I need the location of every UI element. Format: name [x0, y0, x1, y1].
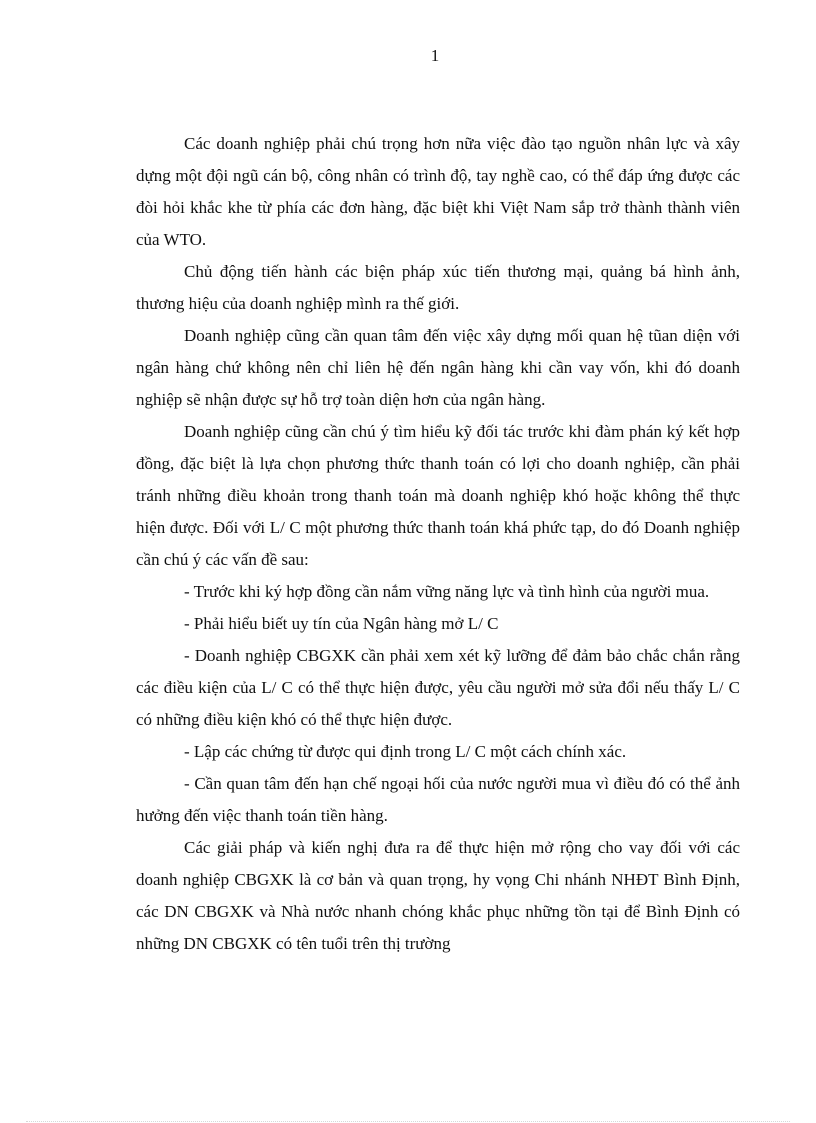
list-item-issuing-bank: - Phải hiểu biết uy tín của Ngân hàng mở L/ C	[184, 614, 499, 633]
paragraph-bank-relations: Doanh nghiệp cũng cần quan tâm đến việc xây dựng mối quan hệ tũan diện với ngân hàng chứ không nên chỉ liên hệ đến ngân hàng khi cần vay vốn, khi đó doanh nghiệp sẽ nhận được sự hỗ trợ toàn diện hơn của ngân hàng.	[136, 326, 740, 409]
paragraph-partner-research: Doanh nghiệp cũng cần chú ý tìm hiểu kỹ đối tác trước khi đàm phán ký kết hợp đồng, đặc biệt là lựa chọn phương thức thanh toán có lợi cho doanh nghiệp, cần phải tránh những điều khoản trong thanh toán mà doanh nghiệp khó hoặc không thể thực hiện được. Đối với L/ C một phương thức thanh toán khá phức tạp, do đó Doanh nghiệp cần chú ý các vấn đề sau:	[136, 422, 740, 569]
list-item-buyer-capacity: - Trước khi ký hợp đồng cần nắm vững năng lực và tình hình của người mua.	[184, 582, 710, 601]
list-item-foreign-exchange: - Cần quan tâm đến hạn chế ngoại hối của nước người mua vì điều đó có thể ảnh hưởng đến việc thanh toán tiền hàng.	[136, 774, 740, 825]
paragraph-trade-promotion: Chủ động tiến hành các biện pháp xúc tiến thương mại, quảng bá hình ảnh, thương hiệu của doanh nghiệp mình ra thế giới.	[136, 262, 740, 313]
paragraph-training: Các doanh nghiệp phải chú trọng hơn nữa việc đào tạo nguồn nhân lực và xây dựng một đội ngũ cán bộ, công nhân có trình độ, tay nghề cao, có thể đáp ứng được các đòi hỏi khắc khe từ phía các đơn hàng, đặc biệt khi Việt Nam sắp trở thành thành viên của WTO.	[136, 134, 740, 249]
list-item-documents: - Lập các chứng từ được qui định trong L/ C một cách chính xác.	[184, 742, 627, 761]
list-item-lc-conditions: - Doanh nghiệp CBGXK cần phải xem xét kỹ lưỡng để đảm bảo chắc chắn rằng các điều kiện của L/ C có thể thực hiện được, yêu cầu người mở sửa đổi nếu thấy L/ C có những điều kiện khó có thể thực hiện được.	[136, 646, 740, 729]
page-number: 1	[430, 46, 440, 65]
document-body	[136, 128, 740, 960]
paragraph-conclusion: Các giải pháp và kiến nghị đưa ra để thực hiện mở rộng cho vay đối với các doanh nghiệp CBGXK là cơ bản và quan trọng, hy vọng Chi nhánh NHĐT Bình Định, các DN CBGXK và Nhà nước nhanh chóng khắc phục những tồn tại để Bình Định có những DN CBGXK có tên tuổi trên thị trường	[136, 838, 740, 953]
page-bottom-divider	[26, 1121, 790, 1122]
